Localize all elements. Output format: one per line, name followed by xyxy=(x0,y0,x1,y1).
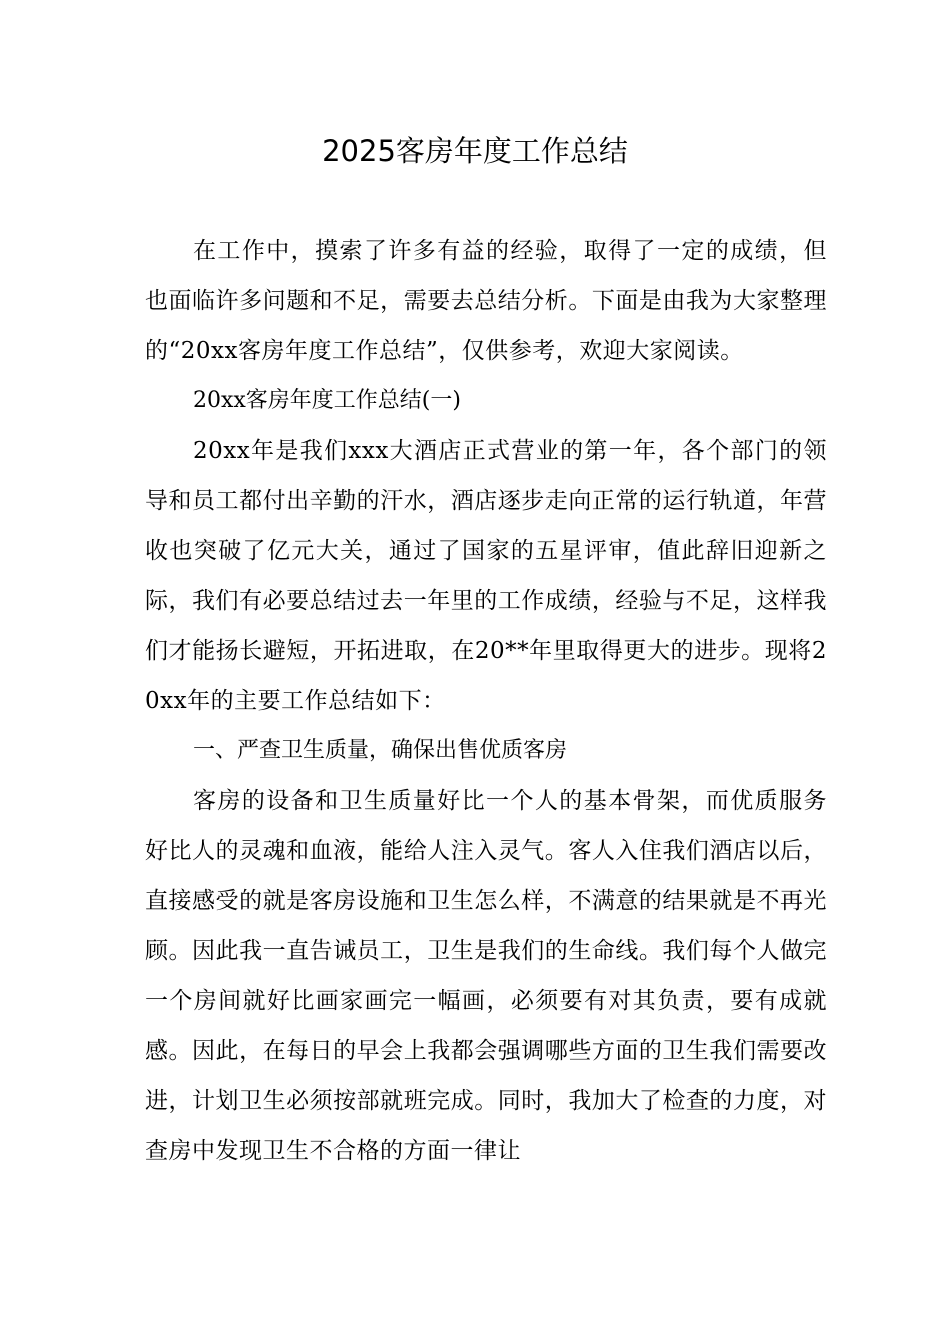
subsection-heading-1: 一、严查卫生质量，确保出售优质客房 xyxy=(193,738,568,763)
intro-paragraph: 在工作中，摸索了许多有益的经验，取得了一定的成绩，但也面临许多问题和不足，需要去总结分析。下面是由我为大家整理的“20xx客房年度工作总结”，仅供参考，欢迎大家阅读。 xyxy=(145,238,827,364)
document-body xyxy=(145,226,827,1176)
section-heading-1: 20xx客房年度工作总结(一) xyxy=(193,388,461,413)
document-title: 2025客房年度工作总结 xyxy=(322,134,628,168)
body-paragraph-2: 客房的设备和卫生质量好比一个人的基本骨架，而优质服务好比人的灵魂和血液，能给人注入灵气。客人入住我们酒店以后，直接感受的就是客房设施和卫生怎么样，不满意的结果就是不再光顾。因此我一直告诫员工，卫生是我们的生命线。我们每个人做完一个房间就好比画家画完一幅画，必须要有对其负责，要有成就感。因此，在每日的早会上我都会强调哪些方面的卫生我们需要改进，计划卫生必须按部就班完成。同时，我加大了检查的力度，对查房中发现卫生不合格的方面一律让 xyxy=(145,788,827,1164)
body-paragraph-1: 20xx年是我们xxx大酒店正式营业的第一年，各个部门的领导和员工都付出辛勤的汗水，酒店逐步走向正常的运行轨道，年营收也突破了亿元大关，通过了国家的五星评审，值此辞旧迎新之际，我们有必要总结过去一年里的工作成绩，经验与不足，这样我们才能扬长避短，开拓进取，在20**年里取得更大的进步。现将20xx年的主要工作总结如下： xyxy=(145,438,827,714)
